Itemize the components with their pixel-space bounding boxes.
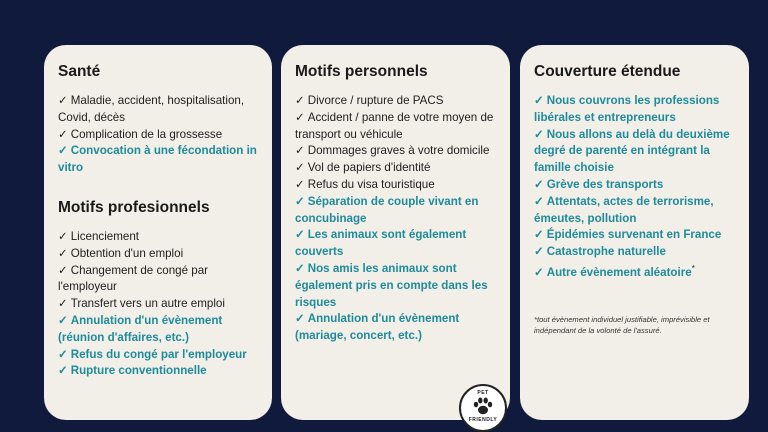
checkmark-icon: ✓ (534, 228, 544, 242)
section-title-couverture-etendue: Couverture étendue (534, 63, 681, 80)
list-item (58, 363, 258, 380)
list-item-text: Nous couvrons les professions libérales et entrepreneurs (534, 94, 720, 124)
list-item-text: Refus du congé par l'employeur (70, 347, 247, 361)
list-item-text: Vol de papiers d'identité (307, 161, 431, 175)
badge-label-top: PET (477, 389, 489, 396)
checkmark-icon: ✓ (295, 177, 305, 191)
list-item (534, 261, 735, 282)
list-item-text: Complication de la grossesse (70, 127, 223, 141)
checkmark-icon: ✓ (295, 261, 305, 275)
pet-friendly-badge (459, 384, 507, 432)
section-title-sante: Santé (58, 63, 101, 80)
card-couverture-etendue (520, 45, 749, 420)
list-item-text: Grève des transports (546, 177, 664, 191)
list-item (58, 127, 258, 144)
checkmark-icon: ✓ (534, 194, 544, 208)
list-item-text: Divorce / rupture de PACS (307, 94, 444, 107)
section-title-motifs-personnels: Motifs personnels (295, 63, 428, 80)
list-item (58, 93, 258, 127)
list-item-text: Licenciement (70, 229, 140, 243)
list-item-text: Transfert vers un autre emploi (70, 297, 225, 311)
list-item (58, 143, 258, 177)
card-motifs-personnels (281, 45, 510, 420)
list-item-text: Nos amis les animaux sont également pris en compte dans les risques (295, 261, 488, 309)
list-item (295, 194, 496, 228)
list-item-text: Les animaux sont également couverts (295, 228, 467, 259)
checkmark-icon: ✓ (534, 265, 544, 279)
checkmark-icon: ✓ (534, 177, 544, 191)
checkmark-icon: ✓ (58, 297, 68, 311)
list-item-text: Nous allons au delà du deuxième degré de parenté en intégrant la famille choisie (534, 127, 730, 175)
checkmark-icon: ✓ (58, 313, 68, 327)
list-item (58, 263, 258, 297)
list-item-text: Dommages graves à votre domicile (307, 144, 490, 158)
list-item-text: Maladie, accident, hospitalisation, Covid, décès (58, 94, 245, 124)
list-item (295, 311, 496, 345)
list-motifs-professionnels (58, 229, 258, 380)
checkmark-icon: ✓ (295, 228, 305, 242)
list-item (534, 244, 735, 261)
list-item-text: Épidémies survenant en France (546, 228, 722, 242)
list-item (295, 261, 496, 311)
badge-label-bottom: FRIENDLY (468, 416, 498, 423)
list-item-text: Annulation d'un évènement (réunion d'affaires, etc.) (58, 313, 223, 344)
list-item (295, 160, 496, 177)
list-sante (58, 93, 258, 177)
list-item (295, 227, 496, 261)
list-item-text: Accident / panne de votre moyen de transport ou véhicule (295, 110, 494, 141)
list-item-text: Refus du visa touristique (307, 177, 435, 191)
footnote-marker: * (691, 263, 695, 273)
footnote: *tout évènement individuel justifiable, imprévisible et indépendant de la volonté de l'assuré. (534, 314, 710, 335)
list-item (534, 227, 735, 244)
checkmark-icon: ✓ (295, 194, 305, 208)
list-item (58, 296, 258, 313)
list-item-text: Changement de congé par l'employeur (58, 263, 209, 294)
list-item-text: Annulation d'un évènement (mariage, concert, etc.) (295, 312, 460, 343)
list-item (58, 246, 258, 263)
checkmark-icon: ✓ (58, 246, 68, 260)
list-couverture-etendue (534, 93, 735, 282)
checkmark-icon: ✓ (58, 263, 68, 277)
list-item (534, 93, 735, 127)
list-item-text: Convocation à une fécondation in vitro (58, 144, 257, 175)
checkmark-icon: ✓ (58, 364, 68, 378)
list-item (295, 143, 496, 160)
list-item-text: Rupture conventionnelle (70, 364, 207, 378)
list-item (295, 93, 496, 110)
list-item (534, 177, 735, 194)
checkmark-icon: ✓ (295, 144, 305, 158)
checkmark-icon: ✓ (58, 229, 68, 243)
paw-icon (472, 396, 494, 416)
list-item (58, 229, 258, 246)
list-item-text: Attentats, actes de terrorisme, émeutes, pollution (534, 194, 714, 225)
list-motifs-personnels (295, 93, 496, 345)
section-title-motifs-professionnels: Motifs profesionnels (58, 198, 210, 216)
checkmark-icon: ✓ (58, 94, 68, 107)
list-item (295, 110, 496, 144)
list-item-text: Autre évènement aléatoire (546, 265, 692, 279)
list-item (534, 127, 735, 177)
list-item (534, 194, 735, 228)
checkmark-icon: ✓ (58, 347, 68, 361)
checkmark-icon: ✓ (58, 144, 68, 158)
checkmark-icon: ✓ (534, 245, 544, 259)
list-item-text: Obtention d'un emploi (70, 246, 184, 260)
checkmark-icon: ✓ (534, 94, 544, 107)
card-sante (44, 45, 272, 420)
checkmark-icon: ✓ (58, 127, 68, 141)
checkmark-icon: ✓ (295, 94, 305, 107)
list-item (58, 347, 258, 364)
checkmark-icon: ✓ (295, 161, 305, 175)
list-item (295, 177, 496, 194)
checkmark-icon: ✓ (295, 110, 305, 124)
list-item-text: Catastrophe naturelle (546, 245, 666, 259)
checkmark-icon: ✓ (295, 312, 305, 326)
list-item (58, 313, 258, 347)
list-item-text: Séparation de couple vivant en concubinage (295, 194, 479, 225)
checkmark-icon: ✓ (534, 127, 544, 141)
